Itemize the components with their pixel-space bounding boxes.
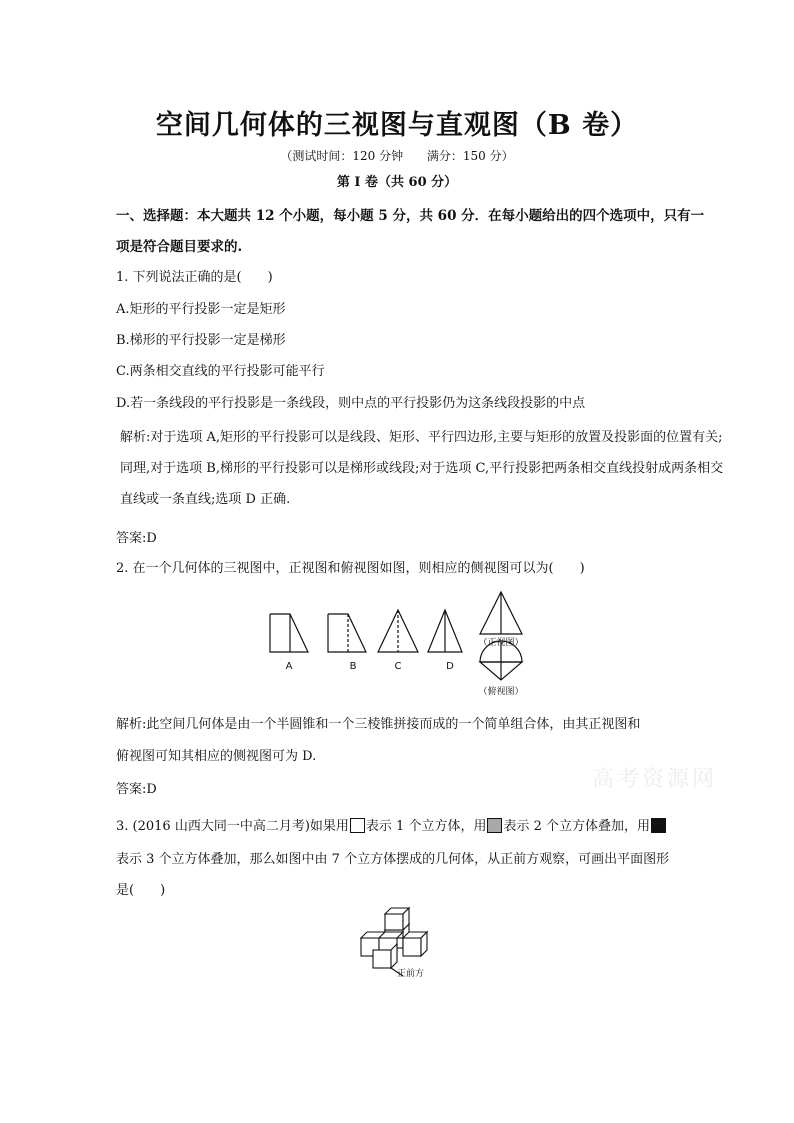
q3-stem-part2: 表示 1 个立方体，用 [365,819,487,834]
q2-stem: 2. 在一个几何体的三视图中，正视图和俯视图如图，则相应的侧视图可以为( ) [116,561,585,576]
q3-stem-line1 [116,815,667,834]
option-a-view [270,614,308,652]
section-instructions-line2: 项是符合题目要求的. [116,239,243,255]
q2-solution-line2: 俯视图可知其相应的侧视图可为 D. [116,749,317,764]
q1-option-c: C.两条相交直线的平行投影可能平行 [116,364,325,379]
option-d-label: D [446,661,454,672]
front-view [480,592,522,634]
q2-answer: 答案:D [116,782,157,797]
q1-option-d: D.若一条线段的平行投影是一条线段，则中点的平行投影仍为这条线段投影的中点 [116,396,586,411]
part-heading: 第 I 卷（共 60 分） [336,175,458,190]
option-d-view [428,610,462,652]
option-b-view [328,614,366,652]
q2-three-views-figure [260,588,540,700]
q3-stem-line2: 表示 3 个立方体叠加，那么如图中由 7 个立方体摆成的几何体，从正前方观察，可画出平面图形 [116,852,670,867]
white-square-icon [350,818,365,833]
q3-stem-part1: 3. (2016 山西大同一中高二月考)如果用 [116,819,349,834]
test-time: （测试时间：120 分钟 [280,149,404,163]
q1-solution-line3: 直线或一条直线;选项 D 正确. [120,492,291,507]
q1-stem: 1. 下列说法正确的是( ) [116,270,273,285]
q1-solution-line1: 解析:对于选项 A,矩形的平行投影可以是线段、矩形、平行四边形,主要与矩形的放置及投影面的位置有关; [120,430,723,445]
q3-stem-line3: 是( ) [116,883,166,898]
page-title: 空间几何体的三视图与直观图（B 卷） [155,110,639,141]
watermark: 高考资源网 [592,767,718,792]
full-score: 满分：150 分） [426,149,514,163]
exam-info [0,147,794,164]
front-view-label: （正视图） [478,638,524,648]
option-a-label: A [285,661,293,672]
q3-cube-figure [355,908,435,980]
q1-option-a: A.矩形的平行投影一定是矩形 [116,302,286,317]
q1-option-b: B.梯形的平行投影一定是梯形 [116,333,286,348]
q1-solution-line2: 同理,对于选项 B,梯形的平行投影可以是梯形或线段;对于选项 C,平行投影把两条相交直线投射成两条相交 [120,461,724,476]
q1-answer: 答案:D [116,531,157,546]
option-c-label: C [394,661,402,672]
black-square-icon [651,818,666,833]
option-c-view [378,610,418,652]
section-instructions-line1: 一、选择题：本大题共 12 个小题，每小题 5 分，共 60 分．在每小题给出的四个选项中，只有一 [116,208,705,224]
front-direction-label: 正前方 [397,969,425,979]
gray-square-icon [487,818,502,833]
q2-solution-line1: 解析:此空间几何体是由一个半圆锥和一个三棱锥拼接而成的一个简单组合体，由其正视图和 [116,717,641,732]
option-b-label: B [349,661,357,672]
q3-stem-part3: 表示 2 个立方体叠加，用 [503,819,650,834]
top-view-label: （俯视图） [478,687,524,697]
